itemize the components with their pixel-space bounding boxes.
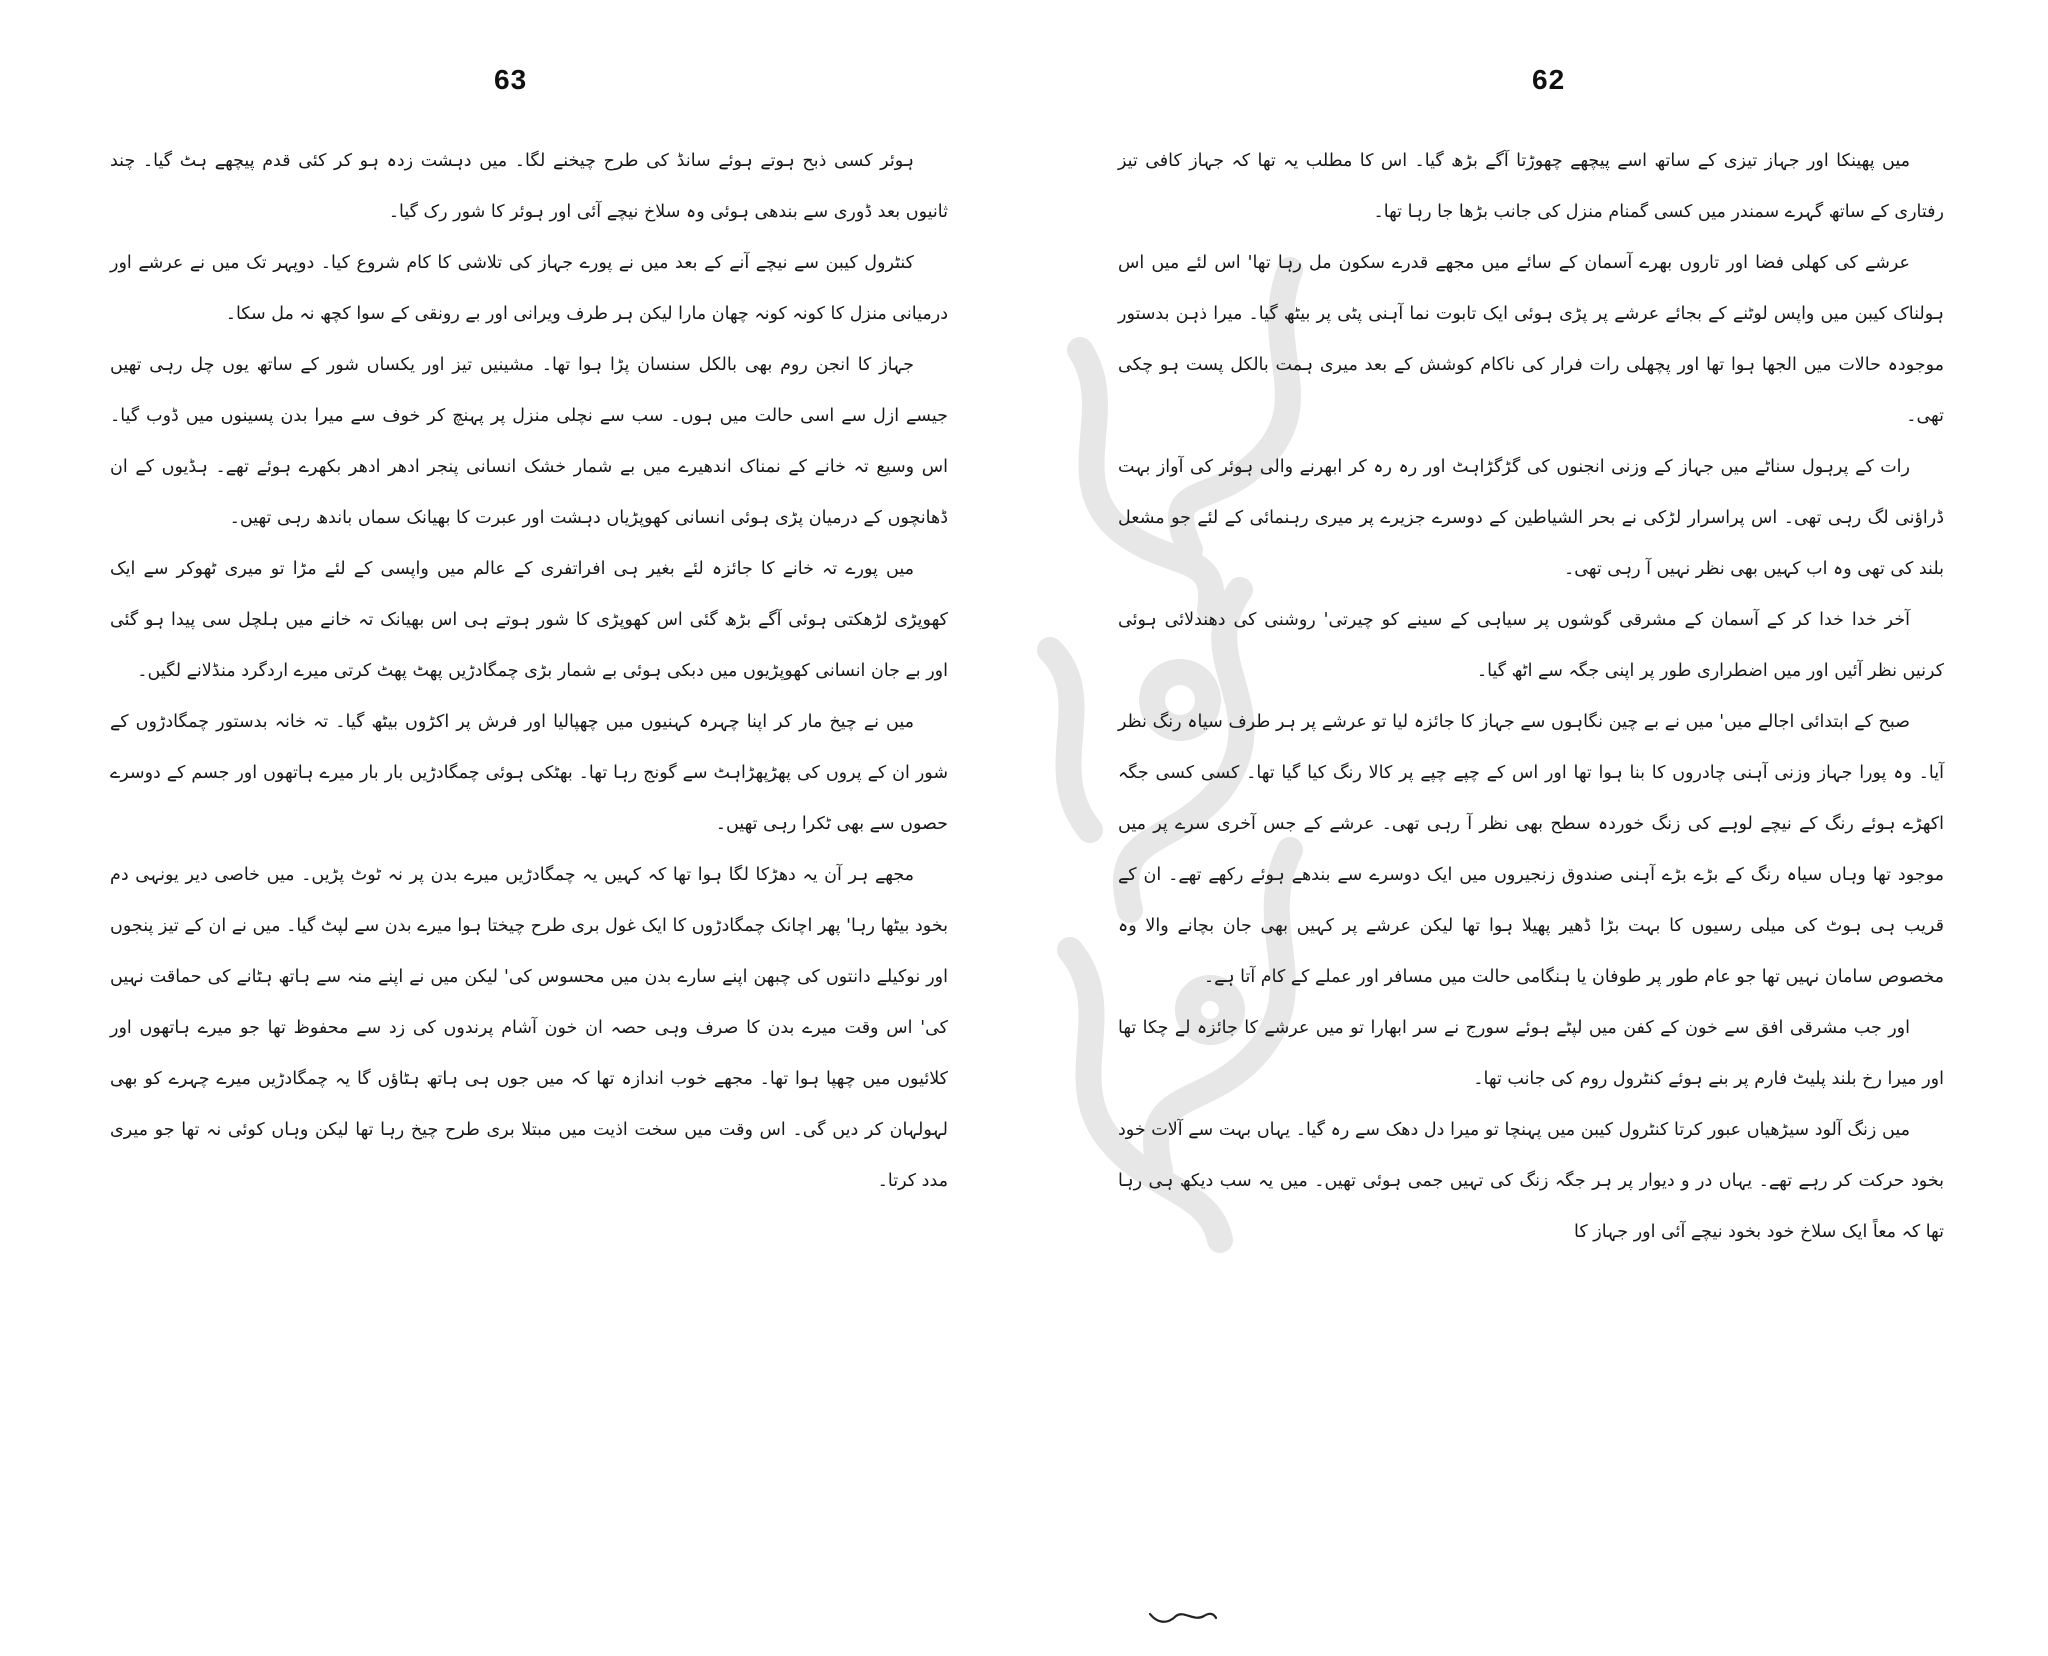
- right-paragraph: صبح کے ابتدائی اجالے میں' میں نے بے چین نگاہوں سے جہاز کا جائزہ لیا تو عرشے پر ہر طرف سیاہ رنگ نظر آیا۔ وہ پورا جہاز وزنی آہنی چادروں کا بنا ہوا تھا اور اس کے چپے چپے پر کالا رنگ کیا گیا تھا۔ کسی کسی جگہ اکھڑے ہوئے رنگ کے نیچے لوہے کی زنگ خوردہ سطح بھی نظر آ رہی تھی۔ عرشے کے جس آخری سرے پر میں موجود تھا وہاں سیاہ رنگ کے بڑے بڑے آہنی صندوق زنجیروں میں ایک دوسرے سے بندھے ہوئے رکھے تھے۔ ان کے قریب ہی ہوٹ کی میلی رسیوں کا بہت بڑا ڈھیر پھیلا ہوا تھا لیکن عرشے پر کہیں بھی جان بچانے والا وہ مخصوص سامان نہیں تھا جو عام طور پر طوفان یا ہنگامی حالت میں مسافر اور عملے کے کام آتا ہے۔: [1118, 712, 1944, 987]
- right-paragraph: آخر خدا خدا کر کے آسمان کے مشرقی گوشوں پر سیاہی کے سینے کو چیرتی' روشنی کی دھندلائی ہوئی کرنیں نظر آئیں اور میں اضطراری طور پر اپنی جگہ سے اٹھ گیا۔: [1118, 610, 1944, 681]
- left-page-number: 63: [494, 64, 528, 95]
- right-paragraph: اور جب مشرقی افق سے خون کے کفن میں لپٹے ہوئے سورج نے سر ابھارا تو میں عرشے کا جائزہ لے چکا تھا اور میرا رخ بلند پلیٹ فارم پر بنے ہوئے کنٹرول روم کی جانب تھا۔: [1118, 1018, 1944, 1089]
- left-paragraph: میں نے چیخ مار کر اپنا چہرہ کہنیوں میں چھپالیا اور فرش پر اکڑوں بیٹھ گیا۔ تہ خانہ بدستور چمگادڑوں کے شور ان کے پروں کی پھڑپھڑاہٹ سے گونج رہا تھا۔ بھٹکی ہوئی چمگادڑیں بار بار میرے ہاتھوں اور جسم کے دوسرے حصوں سے بھی ٹکرا رہی تھیں۔: [110, 712, 948, 834]
- handwritten-mark: [1148, 1602, 1218, 1626]
- left-paragraph: جہاز کا انجن روم بھی بالکل سنسان پڑا ہوا تھا۔ مشینیں تیز اور یکساں شور کے ساتھ یوں چل رہی تھیں جیسے ازل سے اسی حالت میں ہوں۔ سب سے نچلی منزل پر پہنچ کر خوف سے میرا بدن پسینوں میں ڈوب گیا۔ اس وسیع تہ خانے کے نمناک اندھیرے میں بے شمار خشک انسانی پنجر ادھر ادھر بکھرے ہوئے تھے۔ ہڈیوں کے ان ڈھانچوں کے درمیان پڑی ہوئی انسانی کھوپڑیاں دہشت اور عبرت کا بھیانک سماں باندھ رہی تھیں۔: [110, 355, 948, 528]
- right-paragraph: میں پھینکا اور جہاز تیزی کے ساتھ اسے پیچھے چھوڑتا آگے بڑھ گیا۔ اس کا مطلب یہ تھا کہ جہاز کافی تیز رفتاری کے ساتھ گہرے سمندر میں کسی گمنام منزل کی جانب بڑھا جا رہا تھا۔: [1118, 151, 1944, 222]
- left-paragraph: کنٹرول کیبن سے نیچے آنے کے بعد میں نے پورے جہاز کی تلاشی کا کام شروع کیا۔ دوپہر تک میں نے عرشے اور درمیانی منزل کا کونہ کونہ چھان مارا لیکن ہر طرف ویرانی اور بے رونقی کے سوا کچھ نہ مل سکا۔: [110, 253, 948, 324]
- right-paragraph: رات کے پرہول سناٹے میں جہاز کے وزنی انجنوں کی گڑگڑاہٹ اور رہ رہ کر ابھرنے والی ہوئر کی آواز بہت ڈراؤنی لگ رہی تھی۔ اس پراسرار لڑکی نے بحر الشیاطین کے دوسرے جزیرے پر میری رہنمائی کے لئے جو مشعل بلند کی تھی وہ اب کہیں بھی نظر نہیں آ رہی تھی۔: [1118, 457, 1944, 579]
- left-paragraph: ہوئر کسی ذبح ہوتے ہوئے سانڈ کی طرح چیخنے لگا۔ میں دہشت زدہ ہو کر کئی قدم پیچھے ہٹ گیا۔ چند ثانیوں بعد ڈوری سے بندھی ہوئی وہ سلاخ نیچے آئی اور ہوئر کا شور رک گیا۔: [110, 151, 948, 222]
- right-paragraph: عرشے کی کھلی فضا اور تاروں بھرے آسمان کے سائے میں مجھے قدرے سکون مل رہا تھا' اس لئے میں اس ہولناک کیبن میں واپس لوٹنے کے بجائے عرشے پر پڑی ہوئی ایک تابوت نما آہنی پٹی پر بیٹھ گیا۔ میرا ذہن بدستور موجودہ حالات میں الجھا ہوا تھا اور پچھلی رات فرار کی ناکام کوشش کے بعد میری ہمت بالکل پست ہو چکی تھی۔: [1118, 253, 1944, 426]
- left-paragraph: مجھے ہر آن یہ دھڑکا لگا ہوا تھا کہ کہیں یہ چمگادڑیں میرے بدن پر نہ ٹوٹ پڑیں۔ میں خاصی دیر یونہی دم بخود بیٹھا رہا' پھر اچانک چمگادڑوں کا ایک غول بری طرح چیختا ہوا میرے بدن سے لپٹ گیا۔ میں نے ان کے تیز پنجوں اور نوکیلے دانتوں کی چبھن اپنے سارے بدن میں محسوس کی' لیکن میں نے اپنے منہ سے ہاتھ ہٹانے کی حماقت نہیں کی' اس وقت میرے بدن کا صرف وہی حصہ ان خون آشام پرندوں کی زد سے محفوظ تھا جو میرے ہاتھوں اور کلائیوں میں چھپا ہوا تھا۔ مجھے خوب اندازہ تھا کہ میں جوں ہی ہاتھ ہٹاؤں گا یہ چمگادڑیں میرے چہرے کو بھی لہولہان کر دیں گی۔ اس وقت میں سخت اذیت میں مبتلا بری طرح چیخ رہا تھا لیکن وہاں کوئی نہ تھا جو میری مدد کرتا۔: [110, 865, 948, 1191]
- left-page-text: [110, 136, 948, 1626]
- left-paragraph: میں پورے تہ خانے کا جائزہ لئے بغیر ہی افراتفری کے عالم میں واپسی کے لئے مڑا تو میری ٹھوکر سے ایک کھوپڑی لڑھکتی ہوئی آگے بڑھ گئی اس کھوپڑی کا شور ہوتے ہی اس بھیانک تہ خانے میں ہلچل سی پیدا ہو گئی اور بے جان انسانی کھوپڑیوں میں دبکی ہوئی بے شمار بڑی چمگادڑیں پھٹ پھٹ کرتی میرے اردگرد منڈلانے لگیں۔: [110, 559, 948, 681]
- right-page-number: 62: [1532, 64, 1566, 95]
- right-paragraph: میں زنگ آلود سیڑھیاں عبور کرتا کنٹرول کیبن میں پہنچا تو میرا دل دھک سے رہ گیا۔ یہاں بہت سے آلات خود بخود حرکت کر رہے تھے۔ یہاں در و دیوار پر ہر جگہ زنگ کی تہیں جمی ہوئی تھیں۔ میں یہ سب دیکھ ہی رہا تھا کہ معاً ایک سلاخ خود بخود نیچے آئی اور جہاز کا: [1118, 1120, 1944, 1242]
- right-page-text: [1118, 136, 1944, 1626]
